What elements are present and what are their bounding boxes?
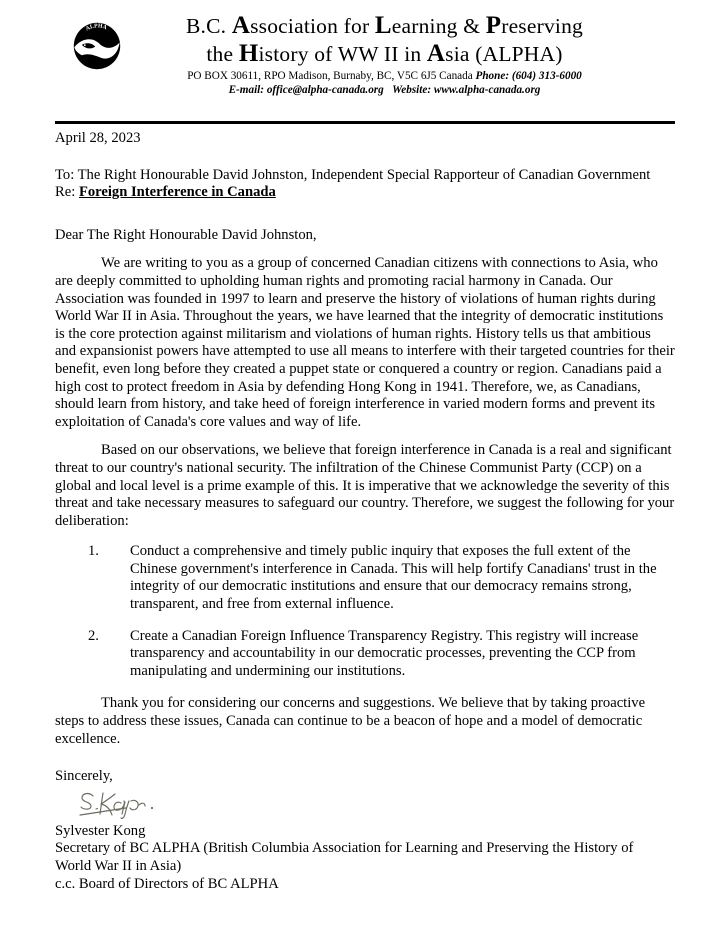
address-line — [104, 70, 665, 84]
to-label: To: — [55, 166, 75, 183]
email-value: office@alpha-canada.org — [264, 83, 384, 96]
salutation: Dear The Right Honourable David Johnston, — [55, 226, 317, 243]
list-item-text: Create a Canadian Foreign Influence Transparency Registry. This registry will increase transparency and accountability in our democratic processes, preventing the CCP from manipulating and undermining our institutions. — [130, 627, 639, 679]
signer-name: Sylvester Kong — [55, 822, 146, 839]
signer-block — [55, 823, 675, 893]
phone-label: Phone: — [475, 70, 510, 82]
letter-body — [55, 130, 675, 893]
suggestions-list — [55, 543, 675, 680]
svg-text:SINCE 1997: SINCE 1997 — [90, 62, 111, 70]
paragraph-2: Based on our observations, we believe that foreign interference in Canada is a real and significant threat to our country's national security. The infiltration of the Chinese Communist Party (CCP) on a global and local level is a prime example of this. It is imperative that we acknowledge the severity of this threat and take necessary measures to safeguard our country. Therefore, we suggest the following for your deliberation: — [55, 442, 675, 529]
website-label: Website: — [392, 83, 432, 96]
re-label: Re: — [55, 184, 76, 201]
phone-value: (604) 313-6000 — [509, 70, 582, 82]
contact-block — [42, 70, 675, 97]
postal-address: PO BOX 30611, RPO Madison, Burnaby, BC, V5C 6J5 Canada — [187, 70, 476, 82]
subject-line — [55, 184, 675, 202]
subject-text: Foreign Interference in Canada — [78, 184, 276, 201]
organization-title — [42, 12, 675, 68]
list-item-number: 2. — [88, 627, 99, 644]
list-item — [55, 543, 675, 613]
email-website-line — [104, 84, 665, 98]
signer-title-line2: World War II in Asia) — [55, 858, 182, 874]
svg-text:ALPHA: ALPHA — [84, 23, 108, 33]
signature-image — [55, 787, 675, 823]
closing-paragraph: Thank you for considering our concerns and suggestions. We believe that by taking proactive steps to address these issues, Canada can continue to be a beacon of hope and a model of democratic excellence. — [55, 695, 646, 747]
list-item — [55, 628, 675, 681]
to-value: The Right Honourable David Johnston, Independent Special Rapporteur of Canadian Government — [74, 166, 651, 183]
paragraph-1: We are writing to you as a group of concerned Canadian citizens with connections to Asia, who are deeply committed to upholding human rights and promoting racial harmony in Canada. Our Association was founded in 1997 to learn and preserve the history of violations of human rights during World War II in Asia. Throughout the years, we have learned that the integrity of democratic institutions is the core protection against militarism and violations of human rights. History tells us that ambitious and expansionist powers have attempted to use all means to interfere with their targeted countries for their benefit, even long before they created a puppet state or conquered a country or region. Canadians paid a high cost to protect freedom in Asia by defending Hong Kong in 1941. Therefore, we, as Canadians, should learn from history, and take heed of foreign interference in varied modern forms and prevent its exploitation of Canada's core values and way of life. — [55, 255, 675, 430]
letter-date: April 28, 2023 — [55, 130, 141, 146]
website-value: www.alpha-canada.org — [431, 83, 541, 96]
cc-line: c.c. Board of Directors of BC ALPHA — [55, 875, 279, 892]
letterhead — [0, 0, 717, 100]
header-divider — [55, 121, 675, 124]
org-title-line2: the History of WW II in Asia (ALPHA) — [206, 40, 563, 67]
recipient-line — [55, 167, 675, 185]
sign-off: Sincerely, — [55, 768, 113, 785]
email-label: E-mail: — [228, 83, 265, 96]
list-item-number: 1. — [88, 543, 99, 560]
org-title-line1: B.C. Association for Learning & Preserving — [186, 12, 583, 39]
alpha-logo-icon — [68, 17, 126, 75]
list-item-text: Conduct a comprehensive and timely public inquiry that exposes the full extent of the Chinese government's interference in Canada. This will help fortify Canadians' trust in the integrity of our democratic institutions and ensure that our democracy remains strong, transparent, and free from external influence. — [130, 543, 657, 613]
signer-title-line1: Secretary of BC ALPHA (British Columbia Association for Learning and Preserving the History of — [55, 840, 634, 857]
